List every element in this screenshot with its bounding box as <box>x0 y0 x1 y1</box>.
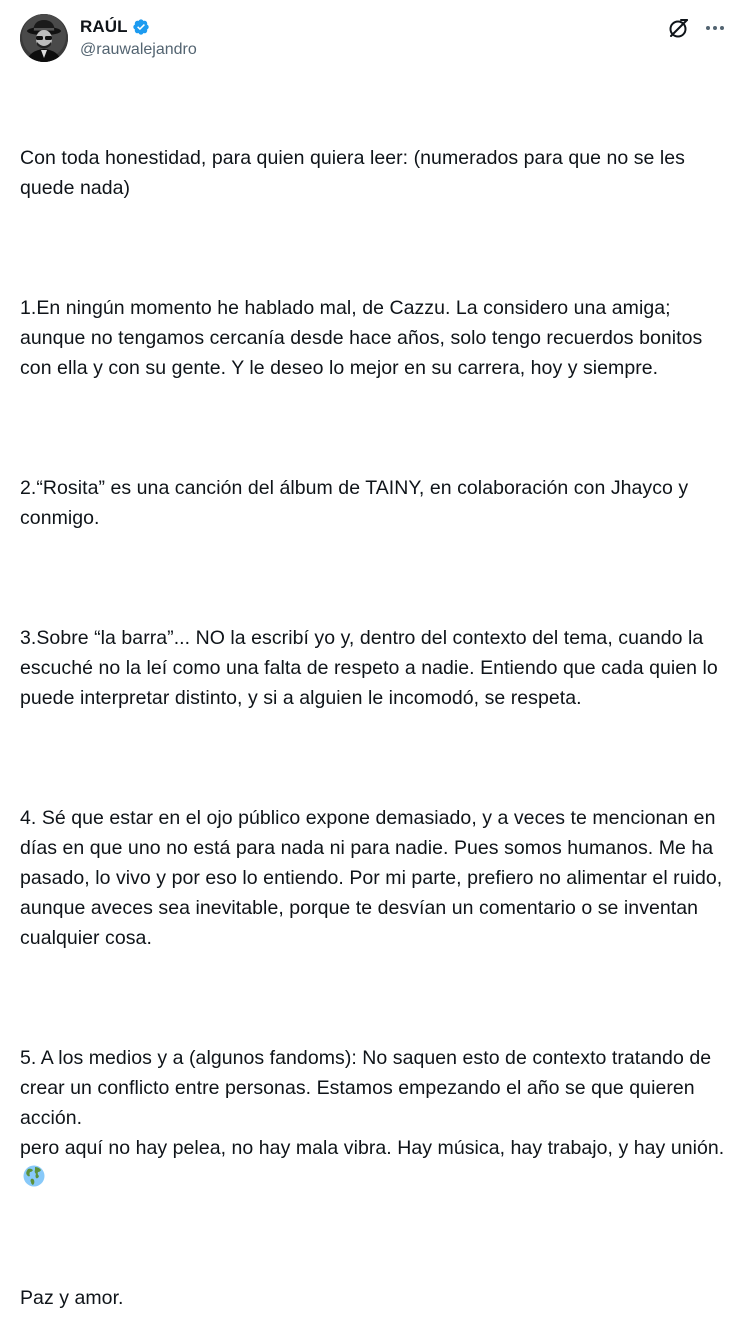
verified-badge-icon[interactable] <box>132 18 150 36</box>
display-name[interactable]: RAÚL <box>80 17 128 36</box>
tweet-paragraph-4: 4. Sé que estar en el ojo público expone demasiado, y a veces te mencionan en días en que uno no está para nada ni para nadie. Pues somos humanos. Me ha pasado, lo vivo y por eso lo entiendo. Por mi parte, prefiero no alimentar el ruido, aunque aveces sea inevitable, porque te desvían un comentario o se inventan cualquier cosa. <box>20 807 728 949</box>
name-row <box>80 16 197 38</box>
tweet-paragraph-intro: Con toda honestidad, para quien quiera leer: (numerados para que no se les quede nada) <box>20 147 691 199</box>
tweet-header <box>20 14 731 64</box>
tweet-paragraph-1: 1.En ningún momento he hablado mal, de Cazzu. La considero una amiga; aunque no tengamos cercanía desde hace años, solo tengo recuerdos bonitos con ella y con su gente. Y le deseo lo mejor en su carrera, hoy y siempre. <box>20 297 708 379</box>
tweet-paragraph-5: 5. A los medios y a (algunos fandoms): No saquen esto de contexto tratando de crear un conflicto entre personas. Estamos empezando el año se que quieren acción. pero aquí no hay pelea, no hay mala vibra. Hay música, hay trabajo, y hay unión. <box>20 1047 725 1159</box>
tweet-paragraph-5-wrap <box>20 1043 732 1193</box>
author-names <box>80 16 197 59</box>
tweet-body <box>20 83 732 1343</box>
grok-icon[interactable] <box>667 16 691 40</box>
more-options-icon[interactable] <box>703 16 727 40</box>
tweet-paragraph-closing: Paz y amor. <box>20 1287 124 1309</box>
author-handle[interactable]: @rauwalejandro <box>80 41 197 58</box>
globe-emoji-icon <box>22 1164 46 1188</box>
tweet-paragraph-3: 3.Sobre “la barra”... NO la escribí yo y, dentro del contexto del tema, cuando la escuché no la leí como una falta de respeto a nadie. Entiendo que cada quien lo puede interpretar distinto, y si a alguien le incomodó, se respeta. <box>20 627 724 709</box>
tweet-paragraph-2: 2.“Rosita” es una canción del álbum de TAINY, en colaboración con Jhayco y conmigo. <box>20 477 694 529</box>
avatar[interactable] <box>20 14 68 62</box>
